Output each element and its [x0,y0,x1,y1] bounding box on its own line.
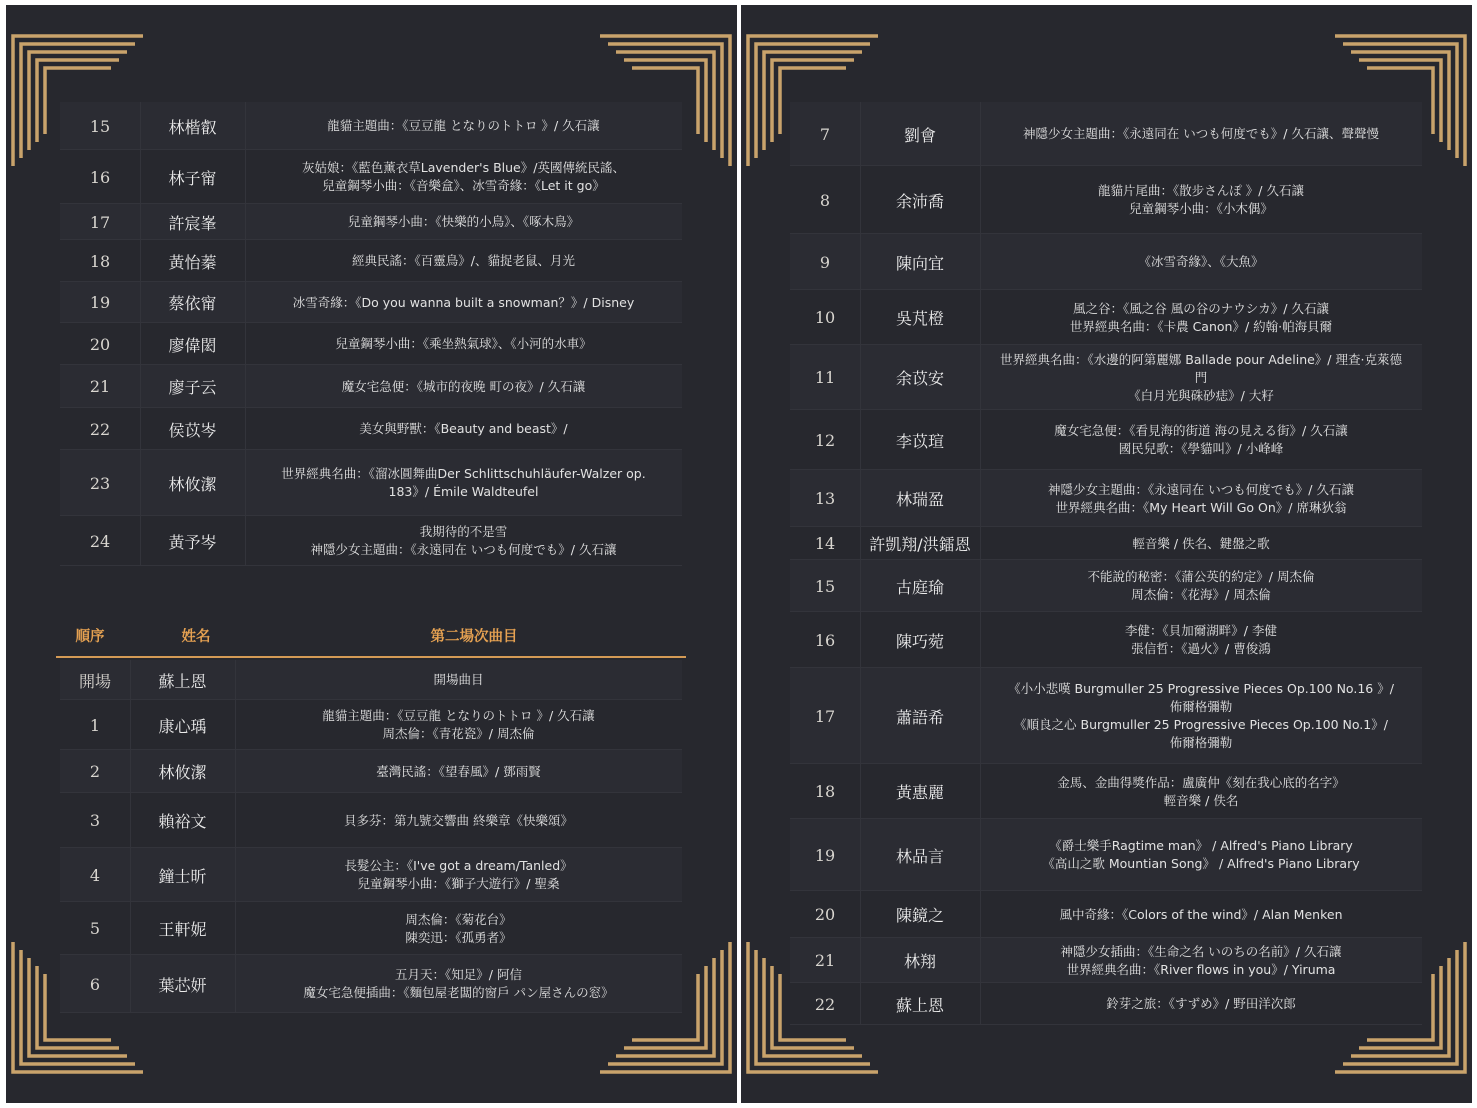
song-list [235,671,682,689]
performance-order: 15 [814,576,836,596]
song-list [980,568,1422,604]
song-line: 魔女宅急便：《城市的夜晚 町の夜》/ 久石讓 [341,378,586,394]
performer-name: 古庭瑜 [895,577,944,597]
table-row [790,938,1422,983]
performer-name: 康心瑀 [158,716,207,736]
performer-name: 李苡瑄 [895,431,944,451]
performer-name: 林瑞盈 [895,490,944,509]
song-line: 魔女宅急便：《看見海的街道 海の見える街》/ 久石讓 [1054,423,1348,438]
song-line: 《高山之歌 Mountian Song》 / Alfred's Piano Library [1042,856,1360,871]
header-divider [56,656,686,658]
table-row [60,955,682,1013]
performer-name: 林攸潔 [168,474,217,494]
performance-order: 24 [89,531,111,551]
performer-name: 王軒妮 [158,920,207,939]
performance-order: 16 [89,167,111,187]
song-list [980,253,1422,271]
performer-name: 余沛喬 [895,191,944,211]
performer-name: 林翔 [903,952,936,971]
song-line: 兒童鋼琴小曲：《乘坐熱氣球》、《小河的水車》 [335,336,592,351]
table-row [60,750,682,793]
song-line: 鈴芽之旅：《すずめ》/ 野田洋次郎 [1106,996,1296,1011]
table-row [790,345,1422,410]
performance-order: 11 [814,368,836,387]
song-line: 世界經典名曲：《River flows in you》/ Yiruma [1066,961,1336,977]
song-line: 風之谷：《風之谷 風の谷のナウシカ》/ 久石讓 [1073,300,1329,316]
song-line: 開場曲目 [433,672,484,687]
song-list [245,465,682,501]
performance-order: 20 [89,334,111,354]
song-list [980,622,1422,658]
table-row [790,166,1422,234]
performance-order: 6 [89,974,101,994]
song-line: 五月天：《知足》/ 阿信 [395,967,522,982]
performer-name: 廖子云 [168,378,217,397]
table-row [790,891,1422,938]
song-line: 世界經典名曲：《溜冰圓舞曲Der Schlittschuhläufer-Walzer op. [281,466,646,481]
song-list [980,837,1422,873]
table-row [790,764,1422,819]
performance-order: 15 [89,116,111,136]
performance-order: 23 [89,473,111,493]
song-line: 周杰倫：《青花瓷》/ 周杰倫 [382,726,535,741]
song-line: 門 [1194,369,1208,385]
column-divider [130,660,131,1013]
performance-order: 13 [814,489,836,508]
song-list [245,159,682,195]
song-list [980,774,1422,810]
song-line: 《冰雪奇緣》、《大魚》 [1138,254,1264,269]
song-list [235,911,682,947]
table-row [790,983,1422,1025]
song-list [980,995,1422,1013]
performer-name: 鐘士昕 [158,866,207,886]
song-list [980,182,1422,218]
song-line: 世界經典名曲：《卡農 Canon》/ 約翰·帕海貝爾 [1069,318,1333,334]
song-line: 神隱少女主題曲：《永遠同在 いつも何度でも》/ 久石讓 [310,542,617,557]
song-list [245,213,682,231]
performance-order: 開場 [78,671,111,691]
performance-order: 18 [89,251,111,271]
song-line: 輕音樂 / 佚名 [1163,792,1239,808]
song-line: 輕音樂 / 佚名、鍵盤之歌 [1132,535,1270,551]
song-line: 美女與野獸：《Beauty and beast》/ [359,421,568,436]
table-row [790,668,1422,764]
table-row [60,204,682,240]
song-line: 神隱少女主題曲：《永遠同在 いつも何度でも》/ 久石讓、聲聲慢 [1023,126,1379,141]
song-list [235,857,682,893]
performer-name: 陳向宜 [895,253,944,273]
table-row [790,410,1422,470]
song-line: 張信哲：《過火》/ 曹俊鴻 [1131,641,1271,656]
performance-order: 19 [814,845,836,865]
song-list [980,906,1422,924]
song-list [245,294,682,312]
column-divider [980,102,981,1025]
table-row [60,323,682,365]
header-name: 姓名 [181,629,211,645]
table-row [60,700,682,750]
song-line: 不能說的秘密：《蒲公英的約定》/ 周杰倫 [1087,569,1315,584]
song-list [980,680,1422,752]
song-list [980,422,1422,458]
song-list [980,125,1422,143]
performer-name: 葉芯妍 [158,975,207,995]
table-row [60,240,682,282]
song-list [235,812,682,830]
table-row [790,470,1422,527]
performance-order: 14 [814,534,836,553]
song-line: 兒童鋼琴小曲：《小木偶》 [1129,201,1273,216]
song-list [980,481,1422,517]
performance-order: 16 [814,630,836,650]
song-list [235,763,682,781]
song-line: 世界經典名曲：《水邊的阿第麗娜 Ballade pour Adeline》/ 理查·克萊德 [1000,351,1402,367]
song-list [245,335,682,353]
song-line: 陳奕迅：《孤勇者》 [405,929,512,945]
table-row [790,819,1422,891]
song-list [245,378,682,396]
performer-name: 蔡依甯 [168,294,217,313]
song-line: 龍貓主題曲：《豆豆龍 となりのトトロ 》/ 久石讓 [322,708,595,723]
performer-name: 黃予岑 [168,532,217,552]
song-line: 冰雪奇緣：《Do you wanna built a snowman？》/ Disney [292,294,635,310]
song-list [980,351,1422,405]
song-line: 《順良之心 Burgmuller 25 Progressive Pieces Op.100 No.1》/ [1014,717,1388,732]
song-list [235,966,682,1002]
song-list [245,252,682,270]
song-line: 佈爾格彌勒 [1169,699,1233,714]
song-line: 臺灣民謠：《望春風》/ 鄧雨賢 [376,763,541,779]
table-row [60,516,682,566]
performance-order: 10 [814,308,836,327]
performer-name: 許凱翔/洪鐳恩 [869,535,971,554]
song-list [980,943,1422,979]
table-row [790,527,1422,560]
performance-order: 7 [819,124,831,144]
performance-order: 8 [819,190,831,210]
performer-name: 侯苡岑 [168,420,217,440]
performer-name: 黃惠麗 [895,783,944,802]
column-divider [860,102,861,1025]
performance-order: 19 [89,293,111,312]
song-line: 灰姑娘：《藍色薰衣草Lavender's Blue》/英國傳統民謠、 [302,160,625,175]
performer-name: 廖偉閎 [168,335,217,355]
right-page [741,5,1472,1103]
table-row [60,102,682,150]
table-row [60,450,682,516]
program-table-second-session-cont [790,102,1422,1025]
song-line: 兒童鋼琴小曲：《音樂盒》、冰雪奇緣：《Let it go》 [322,178,605,193]
table-row [60,848,682,902]
song-list [980,300,1422,336]
performance-order: 1 [89,715,101,735]
table-row [60,365,682,408]
performer-name: 林攸潔 [158,763,207,782]
song-line: 我期待的不是雪 [419,524,508,539]
table-row [60,793,682,848]
left-page [6,5,737,1103]
performance-order: 21 [89,377,111,396]
table-row [60,408,682,450]
table-row [790,612,1422,668]
performer-name: 陳鏡之 [895,906,944,925]
song-line: 《小小悲嘆 Burgmuller 25 Progressive Pieces Op.100 No.16 》/ [1008,681,1394,696]
song-line: 金馬、金曲得獎作品：盧廣仲《刻在我心底的名字》 [1057,774,1345,790]
performance-order: 22 [814,994,836,1014]
performance-order: 21 [814,951,836,970]
song-line: 周杰倫：《菊花台》 [405,911,512,927]
performance-order: 12 [814,430,836,450]
performance-order: 9 [819,252,831,272]
program-table-first-session [60,102,682,566]
performance-order: 20 [814,905,836,924]
song-line: 兒童鋼琴小曲：《快樂的小鳥》、《啄木鳥》 [347,214,580,229]
song-line: 李健：《貝加爾湖畔》/ 李健 [1125,623,1277,638]
song-list [980,535,1422,553]
song-line: 《白月光與硃砂痣》/ 大籽 [1128,387,1274,403]
song-line: 國民兒歌：《學貓叫》/ 小峰峰 [1118,441,1284,456]
table-row [60,150,682,204]
performance-order: 17 [89,212,111,232]
song-line: 魔女宅急便插曲：《麵包屋老闆的窗戶 パン屋さんの窓》 [303,985,614,1000]
song-line: 佈爾格彌勒 [1169,735,1233,750]
performance-order: 3 [89,811,101,830]
table-row [790,290,1422,345]
song-list [245,117,682,135]
performer-name: 蕭語希 [895,707,944,727]
performer-name: 陳巧菀 [895,631,944,651]
song-line: 經典民謠：《百靈鳥》/、貓捉老鼠、月光 [352,253,575,268]
performer-name: 許宸峯 [168,213,217,233]
performer-name: 黃怡蓁 [168,252,217,272]
song-line: 龍貓片尾曲：《散步さんぽ 》/ 久石讓 [1098,183,1304,198]
performance-order: 2 [89,762,101,781]
performer-name: 林楷叡 [168,117,217,137]
performer-name: 吳芃橙 [895,309,944,328]
song-line: 《爵士樂手Ragtime man》 / Alfred's Piano Library [1049,838,1353,853]
column-divider [235,660,236,1013]
header-order: 順序 [75,629,105,645]
song-line: 神隱少女插曲：《生命之名 いのちの名前》/ 久石讓 [1060,943,1342,959]
song-line: 風中奇緣：《Colors of the wind》/ Alan Menken [1059,906,1343,922]
table-row [60,902,682,955]
song-line: 龍貓主題曲：《豆豆龍 となりのトトロ 》/ 久石讓 [327,118,600,133]
song-list [245,523,682,559]
program-table-second-session [60,660,682,1013]
performer-name: 林子甯 [168,168,217,188]
song-line: 神隱少女主題曲：《永遠同在 いつも何度でも》/ 久石讓 [1048,481,1354,497]
song-line: 183》/ Émile Waldteufel [388,484,539,499]
performer-name: 蘇上恩 [158,671,207,691]
song-line: 長髮公主：《I've got a dream/Tanled》 [344,858,573,873]
song-line: 世界經典名曲：《My Heart Will Go On》/ 席琳狄翁 [1055,499,1347,515]
performer-name: 蘇上恩 [895,995,944,1015]
song-line: 周杰倫：《花海》/ 周杰倫 [1131,587,1271,602]
table-row [60,660,682,700]
song-line: 貝多芬：第九號交響曲 終樂章《快樂頌》 [344,812,573,828]
performance-order: 18 [814,782,836,801]
performance-order: 5 [89,919,101,938]
table-row [60,282,682,323]
performer-name: 林品言 [895,846,944,866]
table-row [790,102,1422,166]
column-divider [140,102,141,566]
song-list [245,420,682,438]
table-row [790,560,1422,612]
performance-order: 4 [89,865,101,885]
column-divider [245,102,246,566]
song-list [235,707,682,743]
performer-name: 余苡安 [895,369,944,388]
performer-name: 劉會 [903,125,936,145]
song-line: 兒童鋼琴小曲：《獅子大遊行》/ 聖桑 [357,876,560,891]
table-row [790,234,1422,290]
performance-order: 22 [89,419,111,439]
performance-order: 17 [814,706,836,726]
header-song: 第二場次曲目 [430,629,518,645]
performer-name: 賴裕文 [158,812,207,831]
